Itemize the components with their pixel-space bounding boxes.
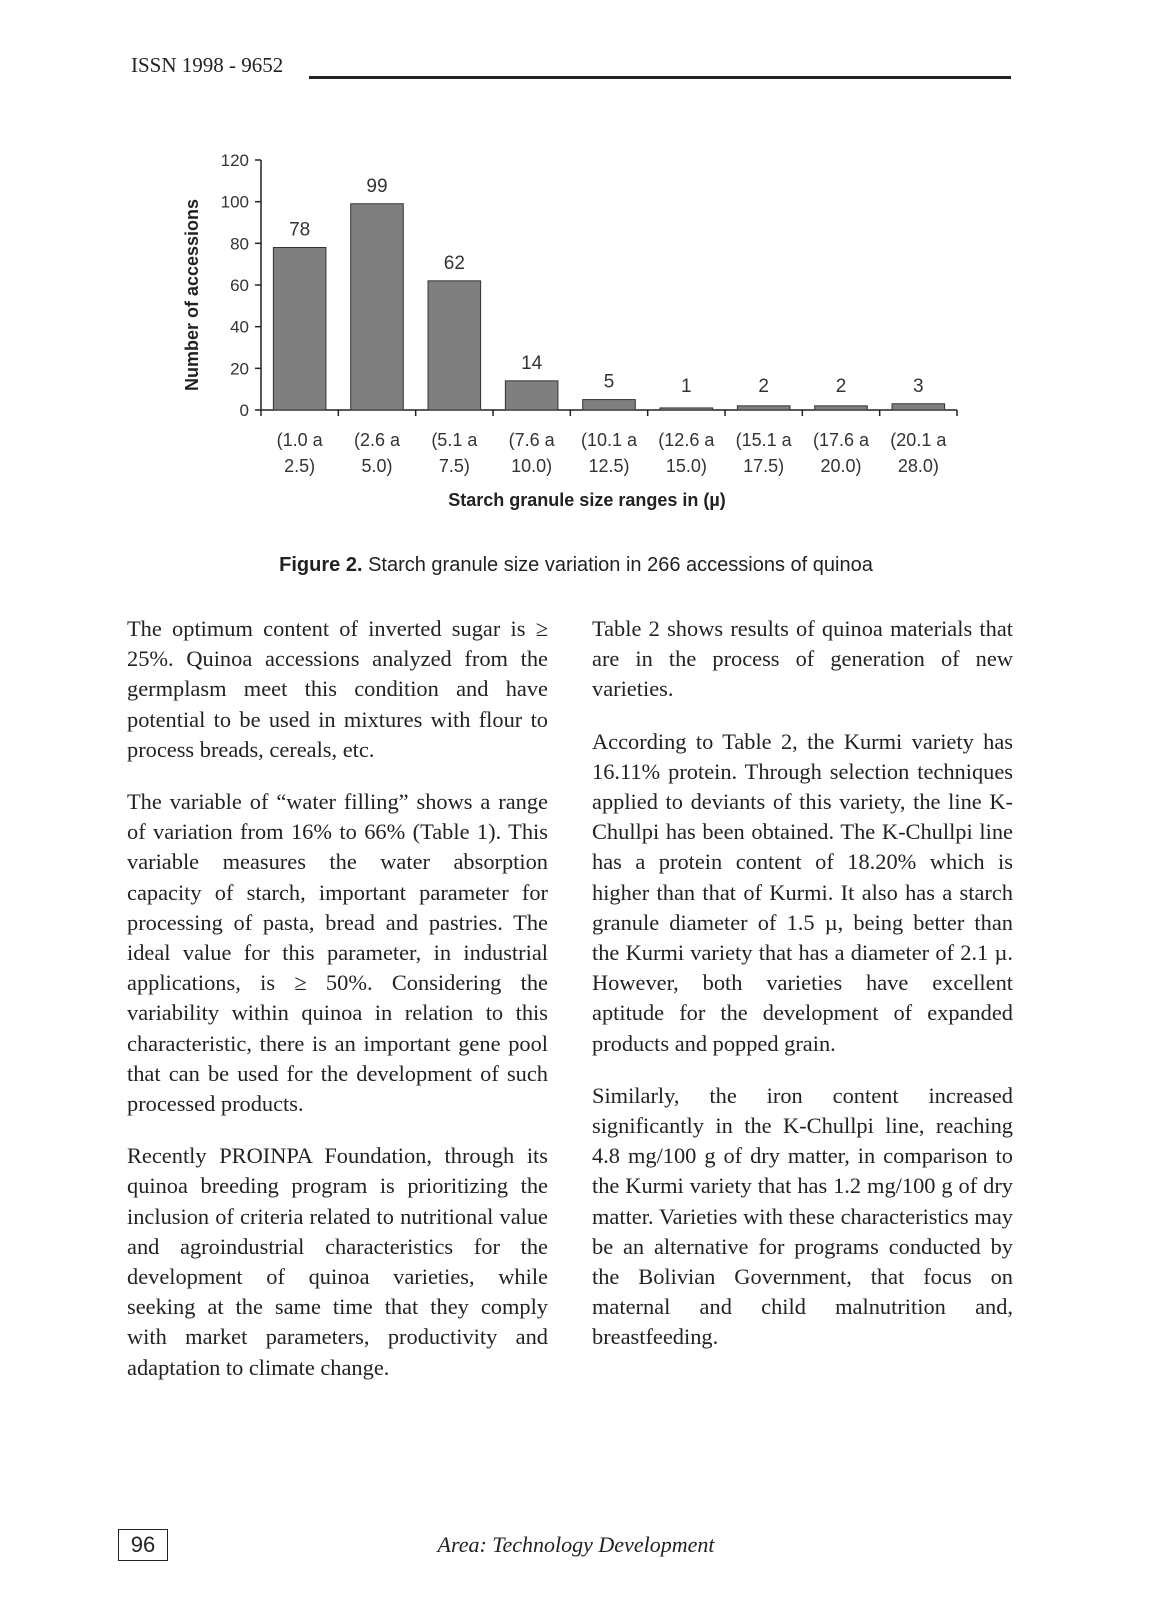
x-category-label-line2: 17.5)	[743, 456, 785, 476]
paragraph: According to Table 2, the Kurmi variety has 16.11% protein. Through selection techniques applied to deviants of this variety, the line K-Chullpi has been obtained. The K-Chullpi line has a protein content of 18.20% which is higher than that of Kurmi. It also has a starch granule diameter of 1.5 µ, being better than the Kurmi variety that has a diameter of 2.1 µ. However, both varieties have excellent aptitude for the development of expanded products and popped grain.	[592, 728, 1013, 1056]
paragraph: Recently PROINPA Foundation, through its quinoa breeding program is prioritizing the inclusion of criteria related to nutritional value and agroindustrial characteristics for the development of quinoa varieties, while seeking at the same time that they comply with market parameters, productivity and adaptation to climate change.	[127, 1143, 548, 1380]
paragraph: The variable of “water filling” shows a range of variation from 16% to 66% (Table 1). This variable measures the water absorption capacity of starch, important parameter for processing of pasta, bread and pastries. The ideal value for this parameter, in industrial applications, is ≥ 50%. Considering the variability within quinoa in relation to this characteristic, there is an important gene pool that can be used for the development of such processed products.	[127, 789, 548, 1117]
bar-value-label: 78	[289, 219, 311, 241]
x-category-label-line1: (1.0 a	[276, 430, 323, 450]
bar	[273, 248, 326, 411]
footer-area-label: Area: Technology Development	[437, 1532, 715, 1557]
bar	[892, 404, 945, 410]
x-category-label-line2: 5.0)	[361, 456, 393, 476]
y-tick-label: 80	[230, 234, 249, 254]
bar-value-label: 3	[913, 375, 924, 397]
x-category-label-line1: (20.1 a	[890, 430, 947, 450]
bar-value-label: 99	[366, 175, 388, 197]
bar-value-label: 2	[758, 376, 769, 397]
bar-value-label: 62	[443, 252, 465, 274]
y-tick-label: 120	[220, 151, 249, 170]
bar	[737, 406, 790, 410]
bar-value-label: 14	[521, 352, 543, 374]
y-tick-label: 20	[230, 359, 249, 379]
left-column	[127, 614, 548, 1405]
bar	[351, 204, 404, 410]
x-category-label-line2: 10.0)	[511, 456, 553, 476]
x-category-label-line1: (10.1 a	[580, 430, 638, 450]
y-tick-label: 0	[239, 401, 249, 420]
y-tick-label: 40	[230, 317, 249, 337]
paragraph: The optimum content of inverted sugar is ≥ 25%. Quinoa accessions analyzed from the germplasm meet this condition and have potential to be used in mixtures with flour to process breads, cereals, etc.	[127, 616, 548, 762]
x-category-label-line2: 2.5)	[284, 456, 316, 476]
bar	[583, 400, 636, 410]
x-category-label-line1: (12.6 a	[658, 430, 715, 450]
paragraph: Similarly, the iron content increased significantly in the K-Chullpi line, reaching 4.8 mg/100 g of dry matter, in comparison to the Kurmi variety that has 1.2 mg/100 g of dry matter. Varieties with these characteristics may be an alternative for programs conducted by the Bolivian Government, that focus on maternal and child malnutrition and, breastfeeding.	[592, 1082, 1013, 1350]
x-axis-title: Starch granule size ranges in (µ)	[448, 490, 726, 510]
x-category-label-line2: 7.5)	[438, 456, 470, 476]
y-tick-label: 60	[230, 276, 249, 295]
bar-value-label: 5	[603, 371, 615, 393]
figure-caption	[0, 554, 1152, 577]
x-category-label-line2: 28.0)	[897, 456, 939, 476]
paragraph: Table 2 shows results of quinoa materials that are in the process of generation of new varieties.	[592, 616, 1013, 702]
header-rule	[309, 76, 1011, 79]
issn-label: ISSN 1998 - 9652	[131, 53, 284, 77]
x-category-label-line1: (5.1 a	[431, 430, 478, 450]
x-category-label-line2: 15.0)	[665, 456, 707, 476]
bar	[660, 408, 713, 410]
y-tick-label: 100	[220, 192, 249, 212]
right-column	[592, 614, 1013, 1375]
bar	[815, 406, 868, 410]
x-category-label-line2: 20.0)	[820, 456, 862, 476]
bar	[505, 381, 558, 410]
x-category-label-line1: (17.6 a	[812, 430, 870, 450]
page-number: 96	[118, 1529, 168, 1561]
starch-granule-bar-chart	[170, 140, 970, 520]
figure-label: Figure 2.	[279, 554, 363, 576]
bar-value-label: 2	[835, 376, 847, 397]
x-category-label-line1: (2.6 a	[353, 430, 401, 450]
page-header	[131, 53, 1011, 83]
figure-caption-text: Starch granule size variation in 266 accessions of quinoa	[362, 554, 873, 576]
y-axis-title: Number of accessions	[182, 198, 202, 392]
x-category-label-line1: (15.1 a	[735, 430, 792, 450]
x-category-label-line2: 12.5)	[588, 456, 630, 476]
bar-value-label: 1	[681, 376, 692, 397]
bar	[428, 281, 481, 410]
x-category-label-line1: (7.6 a	[508, 430, 555, 450]
